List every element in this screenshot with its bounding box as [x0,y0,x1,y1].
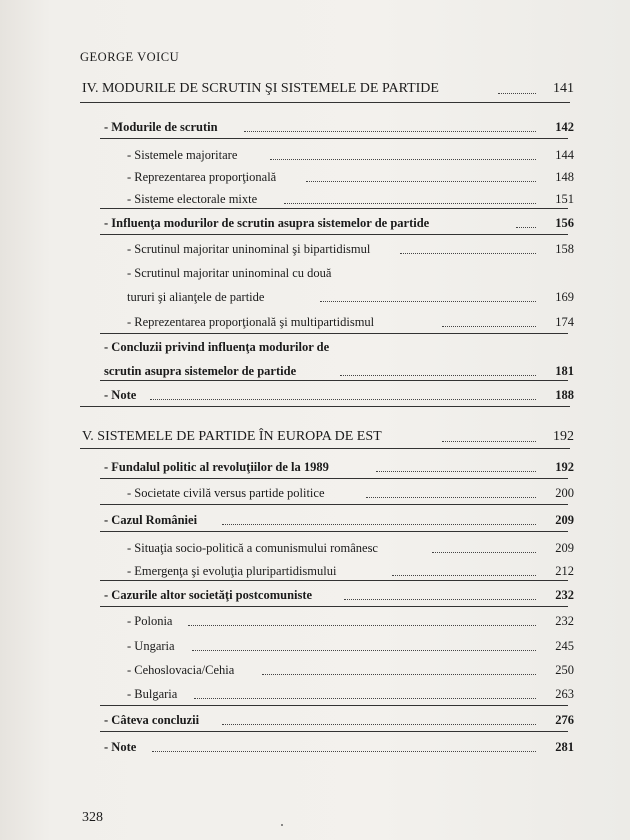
toc-page: 281 [555,740,574,754]
toc-page: 250 [555,663,574,677]
toc-entry [0,288,630,306]
toc-label: IV. MODURILE DE SCRUTIN ŞI SISTEMELE DE PARTIDE [82,81,439,96]
toc-label: - Câteva concluzii [104,713,200,727]
toc-entry [0,612,630,630]
toc-entry [0,264,630,282]
divider [100,705,568,706]
toc-page: 174 [555,315,574,329]
toc-entry [0,118,630,136]
toc-leader [400,253,536,254]
toc-leader [222,724,536,725]
toc-label: - Reprezentarea proporţională [127,170,277,184]
toc-leader [340,375,536,376]
toc-entry [0,685,630,703]
divider [100,234,568,235]
toc-entry [0,313,630,331]
toc-entry [0,146,630,164]
toc-label: - Cazurile altor societăţi postcomuniste [104,588,313,602]
divider [100,208,568,209]
toc-leader [244,131,536,132]
toc-page: 169 [555,290,574,304]
toc-entry [0,637,630,655]
toc-page: 151 [555,192,574,206]
divider [80,406,570,407]
divider [100,606,568,607]
toc-page: 232 [555,588,574,602]
toc-leader [376,471,536,472]
toc-label: - Sistemele majoritare [127,148,238,162]
divider [80,448,570,449]
toc-leader [442,441,536,442]
toc-page: 141 [553,81,574,96]
toc-page: 142 [555,120,574,134]
toc-entry [0,539,630,557]
toc-entry [0,562,630,580]
toc-leader [194,698,536,699]
toc-entry [0,338,630,356]
running-header: GEORGE VOICU [80,50,180,64]
toc-entry [0,586,630,604]
toc-leader [270,159,536,160]
toc-leader [392,575,536,576]
toc-leader [284,203,536,204]
toc-entry [0,214,630,232]
toc-entry [0,386,630,404]
divider [100,333,568,334]
toc-chapter [0,428,630,446]
toc-label: - Concluzii privind influenţa modurilor de [104,340,330,354]
toc-label: - Fundalul politic al revoluţiilor de la 1989 [104,460,329,474]
toc-label: - Emergenţa şi evoluţia pluripartidismului [127,564,337,578]
toc-entry [0,738,630,756]
toc-label: - Reprezentarea proporţională şi multipartidismul [127,315,375,329]
toc-label: scrutin asupra sistemelor de partide [104,364,297,378]
toc-page: 212 [555,564,574,578]
toc-label: - Polonia [127,614,173,628]
toc-leader [498,93,536,94]
toc-leader [306,181,536,182]
divider [100,380,568,381]
toc-label: - Modurile de scrutin [104,120,218,134]
toc-label: - Note [104,388,137,402]
divider [100,478,568,479]
divider [100,504,568,505]
toc-leader [262,674,536,675]
toc-page: 144 [555,148,574,162]
toc-label: - Cazul României [104,513,198,527]
toc-page: 200 [555,486,574,500]
divider [100,580,568,581]
toc-label: - Influenţa modurilor de scrutin asupra sistemelor de partide [104,216,430,230]
toc-label: - Ungaria [127,639,175,653]
toc-leader [320,301,536,302]
toc-leader [192,650,536,651]
toc-label: - Note [104,740,137,754]
toc-label: - Scrutinul majoritar uninominal şi bipartidismul [127,242,371,256]
toc-page: 232 [555,614,574,628]
toc-page: 156 [555,216,574,230]
toc-page: 263 [555,687,574,701]
toc-entry [0,511,630,529]
toc-leader [366,497,536,498]
toc-entry [0,711,630,729]
toc-page: 245 [555,639,574,653]
toc-chapter [0,80,630,98]
toc-entry [0,362,630,380]
toc-label: - Societate civilă versus partide politice [127,486,325,500]
toc-leader [344,599,536,600]
toc-entry [0,190,630,208]
toc-entry [0,240,630,258]
toc-page: 188 [555,388,574,402]
toc-label: - Bulgaria [127,687,178,701]
divider [100,138,568,139]
toc-label: - Cehoslovacia/Cehia [127,663,235,677]
toc-leader [516,227,536,228]
toc-label: - Situaţia socio-politică a comunismului românesc [127,541,378,555]
toc-label: - Scrutinul majoritar uninominal cu două [127,266,332,280]
toc-entry [0,458,630,476]
toc-label: tururi şi alianţele de partide [127,290,265,304]
toc-page: 276 [555,713,574,727]
toc-page: 209 [555,541,574,555]
toc-page: 148 [555,170,574,184]
toc-label: V. SISTEMELE DE PARTIDE ÎN EUROPA DE EST [82,429,382,444]
toc-leader [152,751,536,752]
page-number: 328 [82,810,103,825]
toc-entry [0,661,630,679]
divider [80,102,570,103]
divider [100,731,568,732]
toc-leader [442,326,536,327]
toc-entry [0,168,630,186]
toc-page: 192 [555,460,574,474]
toc-leader [432,552,536,553]
toc-page: 158 [555,242,574,256]
divider [100,531,568,532]
toc-page: 209 [555,513,574,527]
toc-leader [150,399,536,400]
paper-speck [281,824,283,826]
toc-label: - Sisteme electorale mixte [127,192,258,206]
toc-page: 181 [555,364,574,378]
toc-leader [188,625,536,626]
toc-entry [0,484,630,502]
toc-leader [222,524,536,525]
toc-page: 192 [553,429,574,444]
